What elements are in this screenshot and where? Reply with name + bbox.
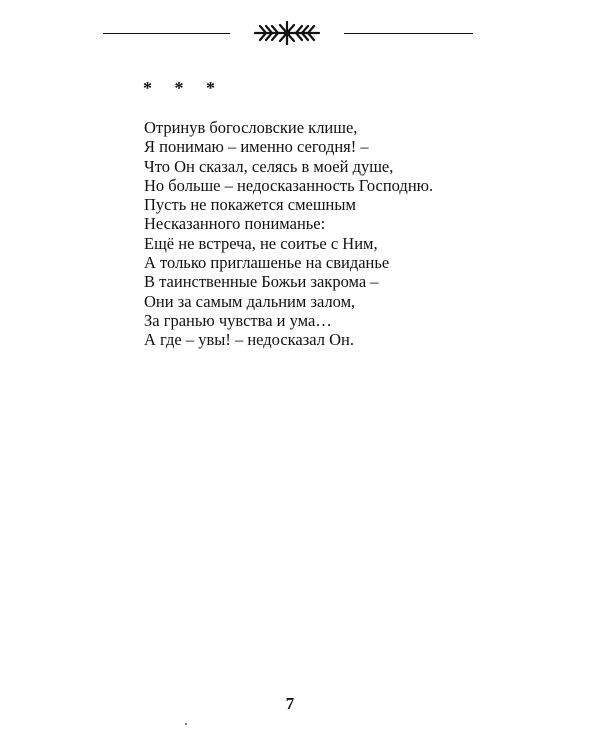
vine-ornament-icon bbox=[252, 19, 322, 47]
poem-line: Но больше – недосказанность Господню. bbox=[144, 175, 434, 195]
poem-line: Ещё не встреча, не соитье с Ним, bbox=[144, 233, 378, 253]
section-separator: * * * bbox=[143, 78, 224, 98]
poem-line: Они за самым дальним залом, bbox=[144, 291, 356, 311]
poem-line: Несказанного пониманье: bbox=[144, 214, 326, 234]
poem-line: В таинственные Божьи закрома – bbox=[144, 272, 379, 292]
poem-line: Пусть не покажется смешным bbox=[144, 195, 356, 215]
print-speck bbox=[185, 723, 187, 725]
header-rule-right bbox=[344, 33, 473, 34]
poem-line: Отринув богословские клише, bbox=[144, 118, 358, 137]
poem-line: За гранью чувства и ума… bbox=[144, 310, 332, 330]
poem-line: А только приглашенье на свиданье bbox=[144, 253, 390, 273]
poem-line: Я понимаю – именно сегодня! – bbox=[144, 137, 369, 157]
page-number: 7 bbox=[285, 694, 295, 713]
poem-line: Что Он сказал, селясь в моей душе, bbox=[144, 156, 394, 176]
poem-text bbox=[144, 118, 433, 350]
header-rule-left bbox=[103, 33, 230, 34]
poem-line: А где – увы! – недосказал Он. bbox=[144, 330, 354, 350]
